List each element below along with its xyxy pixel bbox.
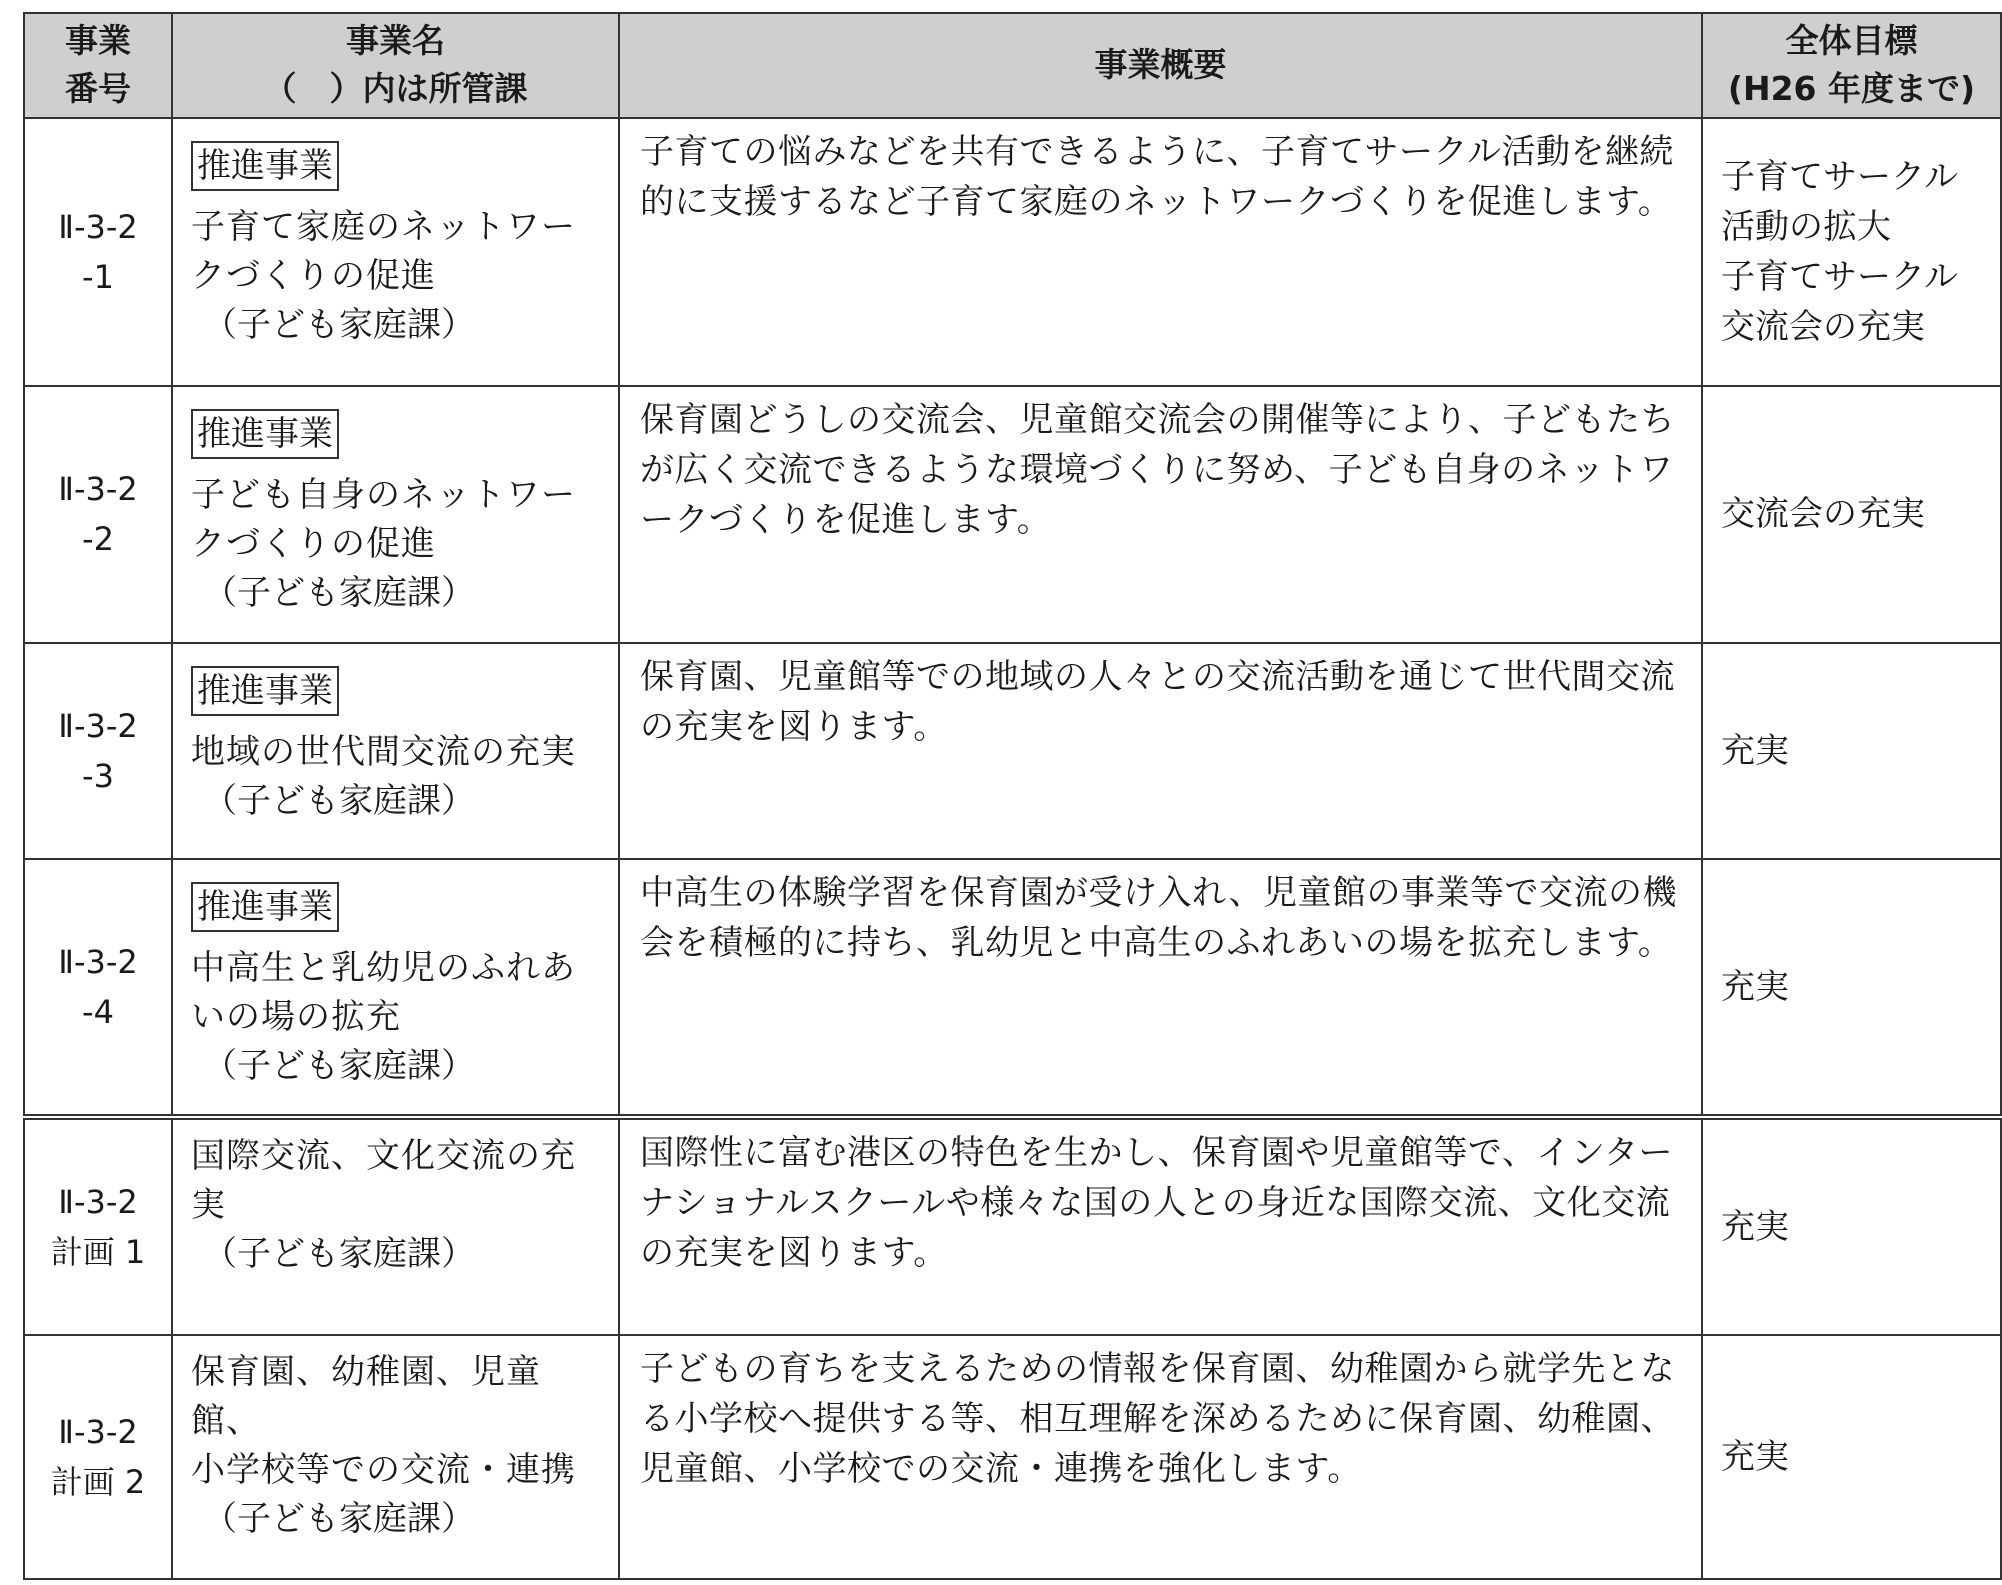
project-summary-cell [619, 643, 1702, 859]
project-name-line: 子ども自身のネットワー [191, 475, 576, 516]
goal-line: 子育てサークル [1721, 257, 1958, 298]
summary-line: る小学校へ提供する等、相互理解を深めるために保育園、幼稚園、 [640, 1398, 1675, 1439]
project-summary-cell [619, 1117, 1702, 1335]
goal-line: 交流会の充実 [1721, 307, 1925, 348]
goal-line: 充実 [1721, 1206, 1789, 1247]
summary-line: 保育園、児童館等での地域の人々との交流活動を通じて世代間交流 [640, 656, 1675, 697]
table-row [24, 118, 2001, 386]
summary-line: が広く交流できるような環境づくりに努め、子ども自身のネットワ [640, 450, 1674, 491]
header-row [24, 13, 2001, 118]
project-number: Ⅱ-3-2 [58, 1182, 138, 1221]
promotion-badge: 推進事業 [191, 141, 339, 191]
header-name-line: 事業名 [346, 21, 445, 61]
project-name-line: クづくりの促進 [191, 524, 436, 565]
project-name-line: 地域の世代間交流の充実 [191, 731, 576, 772]
header-number-line: 番号 [65, 69, 131, 109]
project-number: Ⅱ-3-2 [58, 470, 138, 509]
project-name-line: 中高生と乳幼児のふれあ [191, 947, 576, 988]
project-number: -2 [82, 520, 114, 559]
header-goal [1702, 13, 2001, 118]
project-name-line: いの場の拡充 [191, 996, 401, 1037]
project-table [23, 12, 2002, 1580]
summary-line: 的に支援するなど子育て家庭のネットワークづくりを促進します。 [640, 181, 1673, 222]
project-number-cell [24, 1335, 172, 1579]
project-name-line: クづくりの促進 [191, 255, 436, 296]
project-summary-cell [619, 1335, 1702, 1579]
department-label: （子ども家庭課） [203, 304, 475, 345]
table-row [24, 643, 2001, 859]
goal-line: 交流会の充実 [1721, 494, 1925, 535]
project-name-cell [172, 643, 619, 859]
summary-line: ナショナルスクールや様々な国の人との身近な国際交流、文化交流 [640, 1182, 1671, 1223]
header-number [24, 13, 172, 118]
department-label: （子ども家庭課） [203, 1233, 475, 1274]
summary-line: 会を積極的に持ち、乳幼児と中高生のふれあいの場を拡充します。 [640, 922, 1673, 963]
promotion-badge: 推進事業 [191, 409, 339, 459]
department-label: （子ども家庭課） [203, 1498, 475, 1539]
promotion-badge: 推進事業 [191, 666, 339, 716]
summary-line: ークづくりを促進します。 [640, 500, 1052, 541]
project-name-line: 小学校等での交流・連携 [191, 1449, 576, 1490]
project-summary-cell [619, 859, 1702, 1117]
table-row [24, 386, 2001, 642]
summary-line: の充実を図ります。 [640, 1232, 948, 1273]
project-name-cell [172, 1117, 619, 1335]
header-summary: 事業概要 [619, 13, 1702, 118]
summary-line: 国際性に富む港区の特色を生かし、保育園や児童館等で、インター [640, 1132, 1673, 1173]
summary-line: 保育園どうしの交流会、児童館交流会の開催等により、子どもたち [640, 400, 1675, 441]
promotion-badge: 推進事業 [191, 882, 339, 932]
table-row [24, 859, 2001, 1117]
header-name-line: （ ）内は所管課 [263, 69, 528, 109]
summary-line: の充実を図ります。 [640, 706, 948, 747]
project-name-cell [172, 118, 619, 386]
goal-line: 充実 [1721, 1436, 1789, 1477]
header-goal-line: 全体目標 [1785, 21, 1918, 61]
project-number-cell [24, 118, 172, 386]
summary-line: 子育ての悩みなどを共有できるように、子育てサークル活動を継続 [640, 131, 1674, 172]
goal-line: 活動の拡大 [1721, 207, 1891, 248]
header-goal-line: (H26 年度まで) [1727, 69, 1976, 109]
project-name-cell [172, 1335, 619, 1579]
department-label: （子ども家庭課） [203, 780, 475, 821]
project-number: Ⅱ-3-2 [58, 208, 138, 247]
table-row [24, 1335, 2001, 1579]
project-summary-cell [619, 118, 1702, 386]
project-number: 計画 1 [50, 1232, 146, 1271]
project-number: -1 [82, 258, 114, 297]
project-number: Ⅱ-3-2 [58, 942, 138, 981]
goal-cell [1702, 386, 2001, 642]
goal-cell [1702, 118, 2001, 386]
project-name-line: 子育て家庭のネットワー [191, 206, 576, 247]
goal-line: 充実 [1721, 966, 1789, 1007]
goal-cell [1702, 859, 2001, 1117]
goal-line: 子育てサークル [1721, 157, 1958, 198]
project-name-line: 国際交流、文化交流の充実 [191, 1135, 576, 1225]
summary-line: 中高生の体験学習を保育園が受け入れ、児童館の事業等で交流の機 [640, 872, 1678, 913]
project-name-cell [172, 859, 619, 1117]
summary-line: 子どもの育ちを支えるための情報を保育園、幼稚園から就学先とな [640, 1348, 1675, 1389]
project-number: 計画 2 [50, 1462, 146, 1501]
project-number-cell [24, 1117, 172, 1335]
goal-cell [1702, 1335, 2001, 1579]
project-summary-cell [619, 386, 1702, 642]
project-name-cell [172, 386, 619, 642]
goal-line: 充実 [1721, 730, 1789, 771]
project-number: -3 [82, 756, 114, 795]
goal-cell [1702, 1117, 2001, 1335]
project-number: -4 [82, 992, 114, 1031]
header-name [172, 13, 619, 118]
table-row [24, 1117, 2001, 1335]
project-number: Ⅱ-3-2 [58, 706, 138, 745]
department-label: （子ども家庭課） [203, 1045, 475, 1086]
goal-cell [1702, 643, 2001, 859]
header-number-line: 事業 [65, 21, 131, 61]
project-number-cell [24, 386, 172, 642]
summary-line: 児童館、小学校での交流・連携を強化します。 [640, 1448, 1362, 1489]
project-name-line: 保育園、幼稚園、児童館、 [191, 1351, 541, 1441]
department-label: （子ども家庭課） [203, 573, 475, 614]
project-number: Ⅱ-3-2 [58, 1412, 138, 1451]
project-number-cell [24, 859, 172, 1117]
project-number-cell [24, 643, 172, 859]
